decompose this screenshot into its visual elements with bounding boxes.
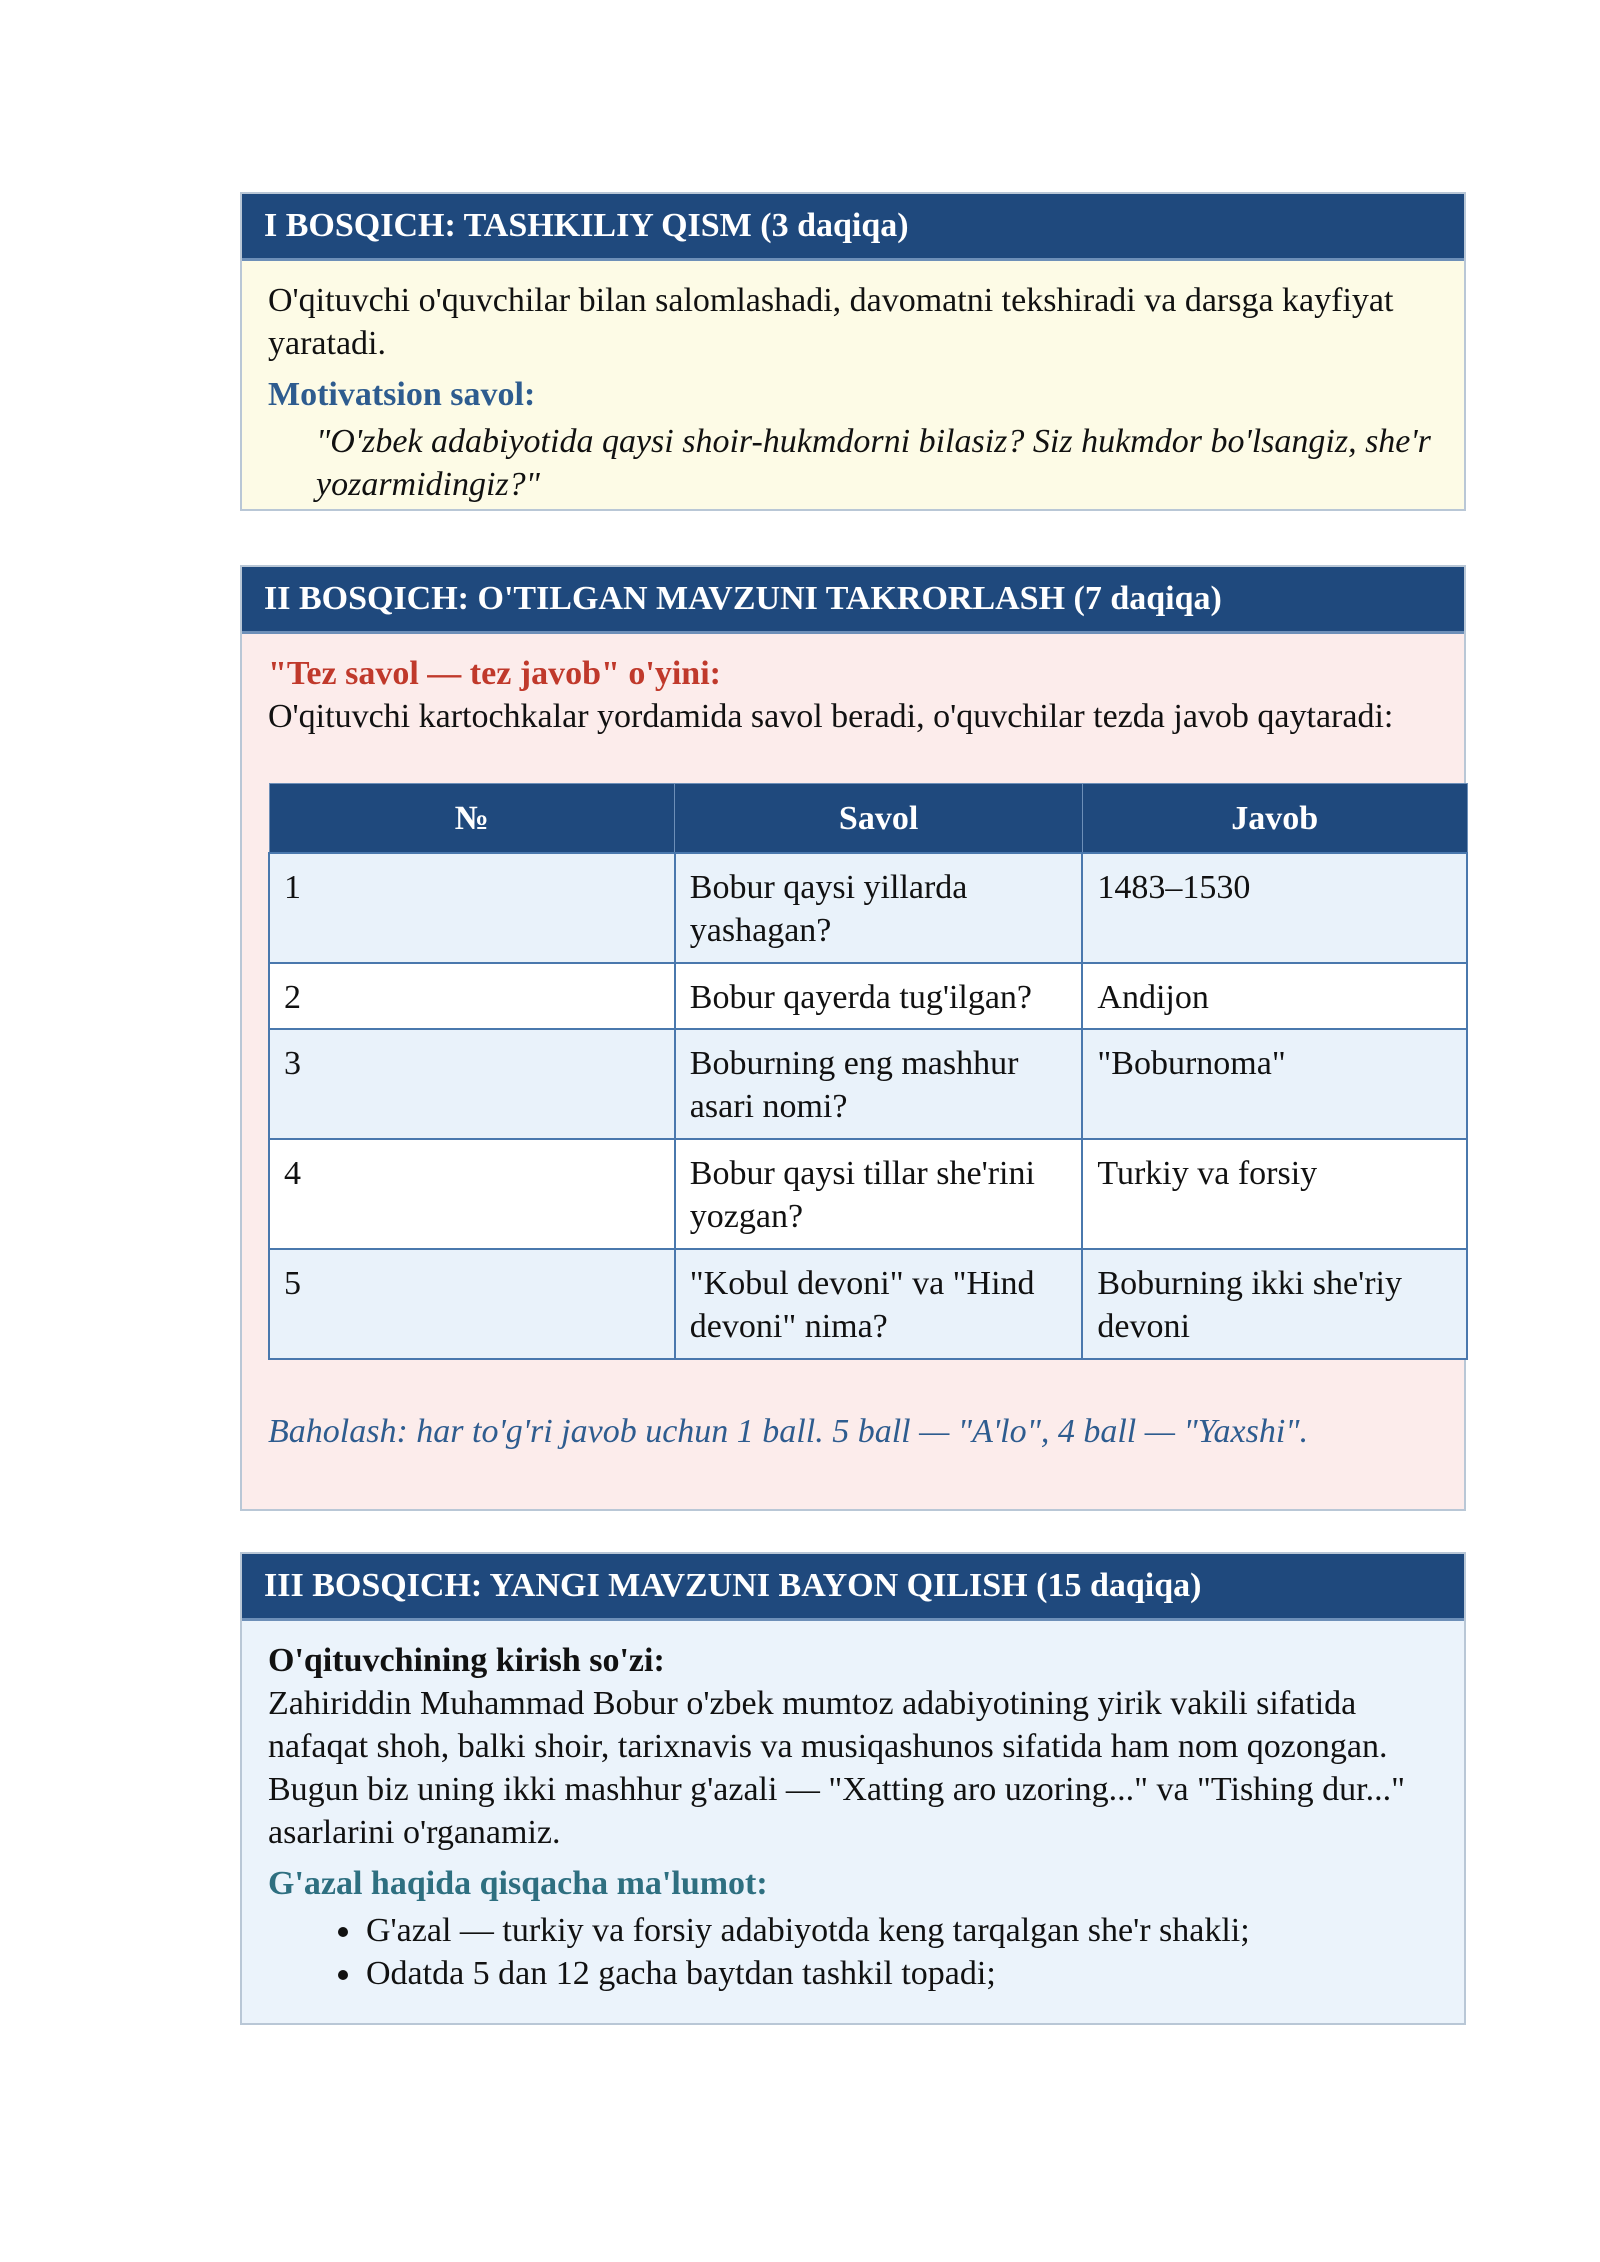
- stage-3-section: [240, 1552, 1466, 2025]
- stage-1-title: I BOSQICH: TASHKILIY QISM (3 daqiqa): [242, 194, 1464, 261]
- table-row: [269, 1139, 1467, 1249]
- ghazal-info-label: G'azal haqida qisqacha ma'lumot:: [268, 1865, 768, 1902]
- grading-note: Baholash: har to'g'ri javob uchun 1 ball. 5 ball — "A'lo", 4 ball — "Yaxshi".: [268, 1413, 1309, 1450]
- qa-table-header-row: [269, 784, 1467, 854]
- row-answer: 1483–1530: [1082, 853, 1467, 963]
- stage-3-title: III BOSQICH: YANGI MAVZUNI BAYON QILISH (15 daqiqa): [242, 1554, 1464, 1621]
- stage-2-section: [240, 565, 1466, 1511]
- row-answer: Turkiy va forsiy: [1082, 1139, 1467, 1249]
- row-question: Bobur qaysi tillar she'rini yozgan?: [675, 1139, 1083, 1249]
- list-item: • G'azal — turkiy va forsiy adabiyotda keng tarqalgan she'r shakli;: [364, 1909, 1438, 1952]
- stage-3-body: [242, 1621, 1464, 2023]
- stage-1-body: [242, 261, 1464, 509]
- row-number: 3: [269, 1029, 675, 1139]
- row-number: 5: [269, 1249, 675, 1359]
- row-number: 2: [269, 963, 675, 1029]
- table-row: [269, 1029, 1467, 1139]
- stage-2-text: O'qituvchi kartochkalar yordamida savol beradi, o'quvchilar tezda javob qaytaradi:: [268, 698, 1394, 735]
- table-row: [269, 963, 1467, 1029]
- row-answer: Boburning ikki she'riy devoni: [1082, 1249, 1467, 1359]
- stage-1-section: [240, 192, 1466, 511]
- row-number: 1: [269, 853, 675, 963]
- header-answer: Javob: [1082, 784, 1467, 854]
- table-row: [269, 853, 1467, 963]
- header-question: Savol: [675, 784, 1083, 854]
- game-label: "Tez savol — tez javob" o'yini:: [268, 655, 721, 692]
- header-number: №: [269, 784, 675, 854]
- motivation-label: Motivatsion savol:: [268, 376, 536, 413]
- intro-label: O'qituvchining kirish so'zi:: [268, 1642, 665, 1679]
- row-question: Boburning eng mashhur asari nomi?: [675, 1029, 1083, 1139]
- intro-text: Zahiriddin Muhammad Bobur o'zbek mumtoz adabiyotining yirik vakili sifatida nafaqat shoh, balki shoir, tarixnavis va musiqashunos sifatida ham nom qozongan. Bugun biz uning ikki mashhur g'azali — "Xatting aro uzoring..." va "Tishing dur..." asarlarini o'rganamiz.: [268, 1685, 1405, 1851]
- motivation-quote: "O'zbek adabiyotida qaysi shoir-hukmdorni bilasiz? Siz hukmdor bo'lsangiz, she'r yozarmidingiz?": [316, 423, 1431, 503]
- row-question: "Kobul devoni" va "Hind devoni" nima?: [675, 1249, 1083, 1359]
- row-number: 4: [269, 1139, 675, 1249]
- stage-2-body: [242, 634, 1464, 1509]
- table-row: [269, 1249, 1467, 1359]
- row-question: Bobur qaysi yillarda yashagan?: [675, 853, 1083, 963]
- ghazal-info-list: [268, 1909, 1438, 1995]
- stage-1-text: O'qituvchi o'quvchilar bilan salomlashadi, davomatni tekshiradi va darsga kayfiyat yaratadi.: [268, 282, 1394, 362]
- row-answer: "Boburnoma": [1082, 1029, 1467, 1139]
- row-answer: Andijon: [1082, 963, 1467, 1029]
- qa-table: [268, 783, 1468, 1360]
- list-item: • Odatda 5 dan 12 gacha baytdan tashkil topadi;: [364, 1952, 1438, 1995]
- row-question: Bobur qayerda tug'ilgan?: [675, 963, 1083, 1029]
- stage-2-title: II BOSQICH: O'TILGAN MAVZUNI TAKRORLASH (7 daqiqa): [242, 567, 1464, 634]
